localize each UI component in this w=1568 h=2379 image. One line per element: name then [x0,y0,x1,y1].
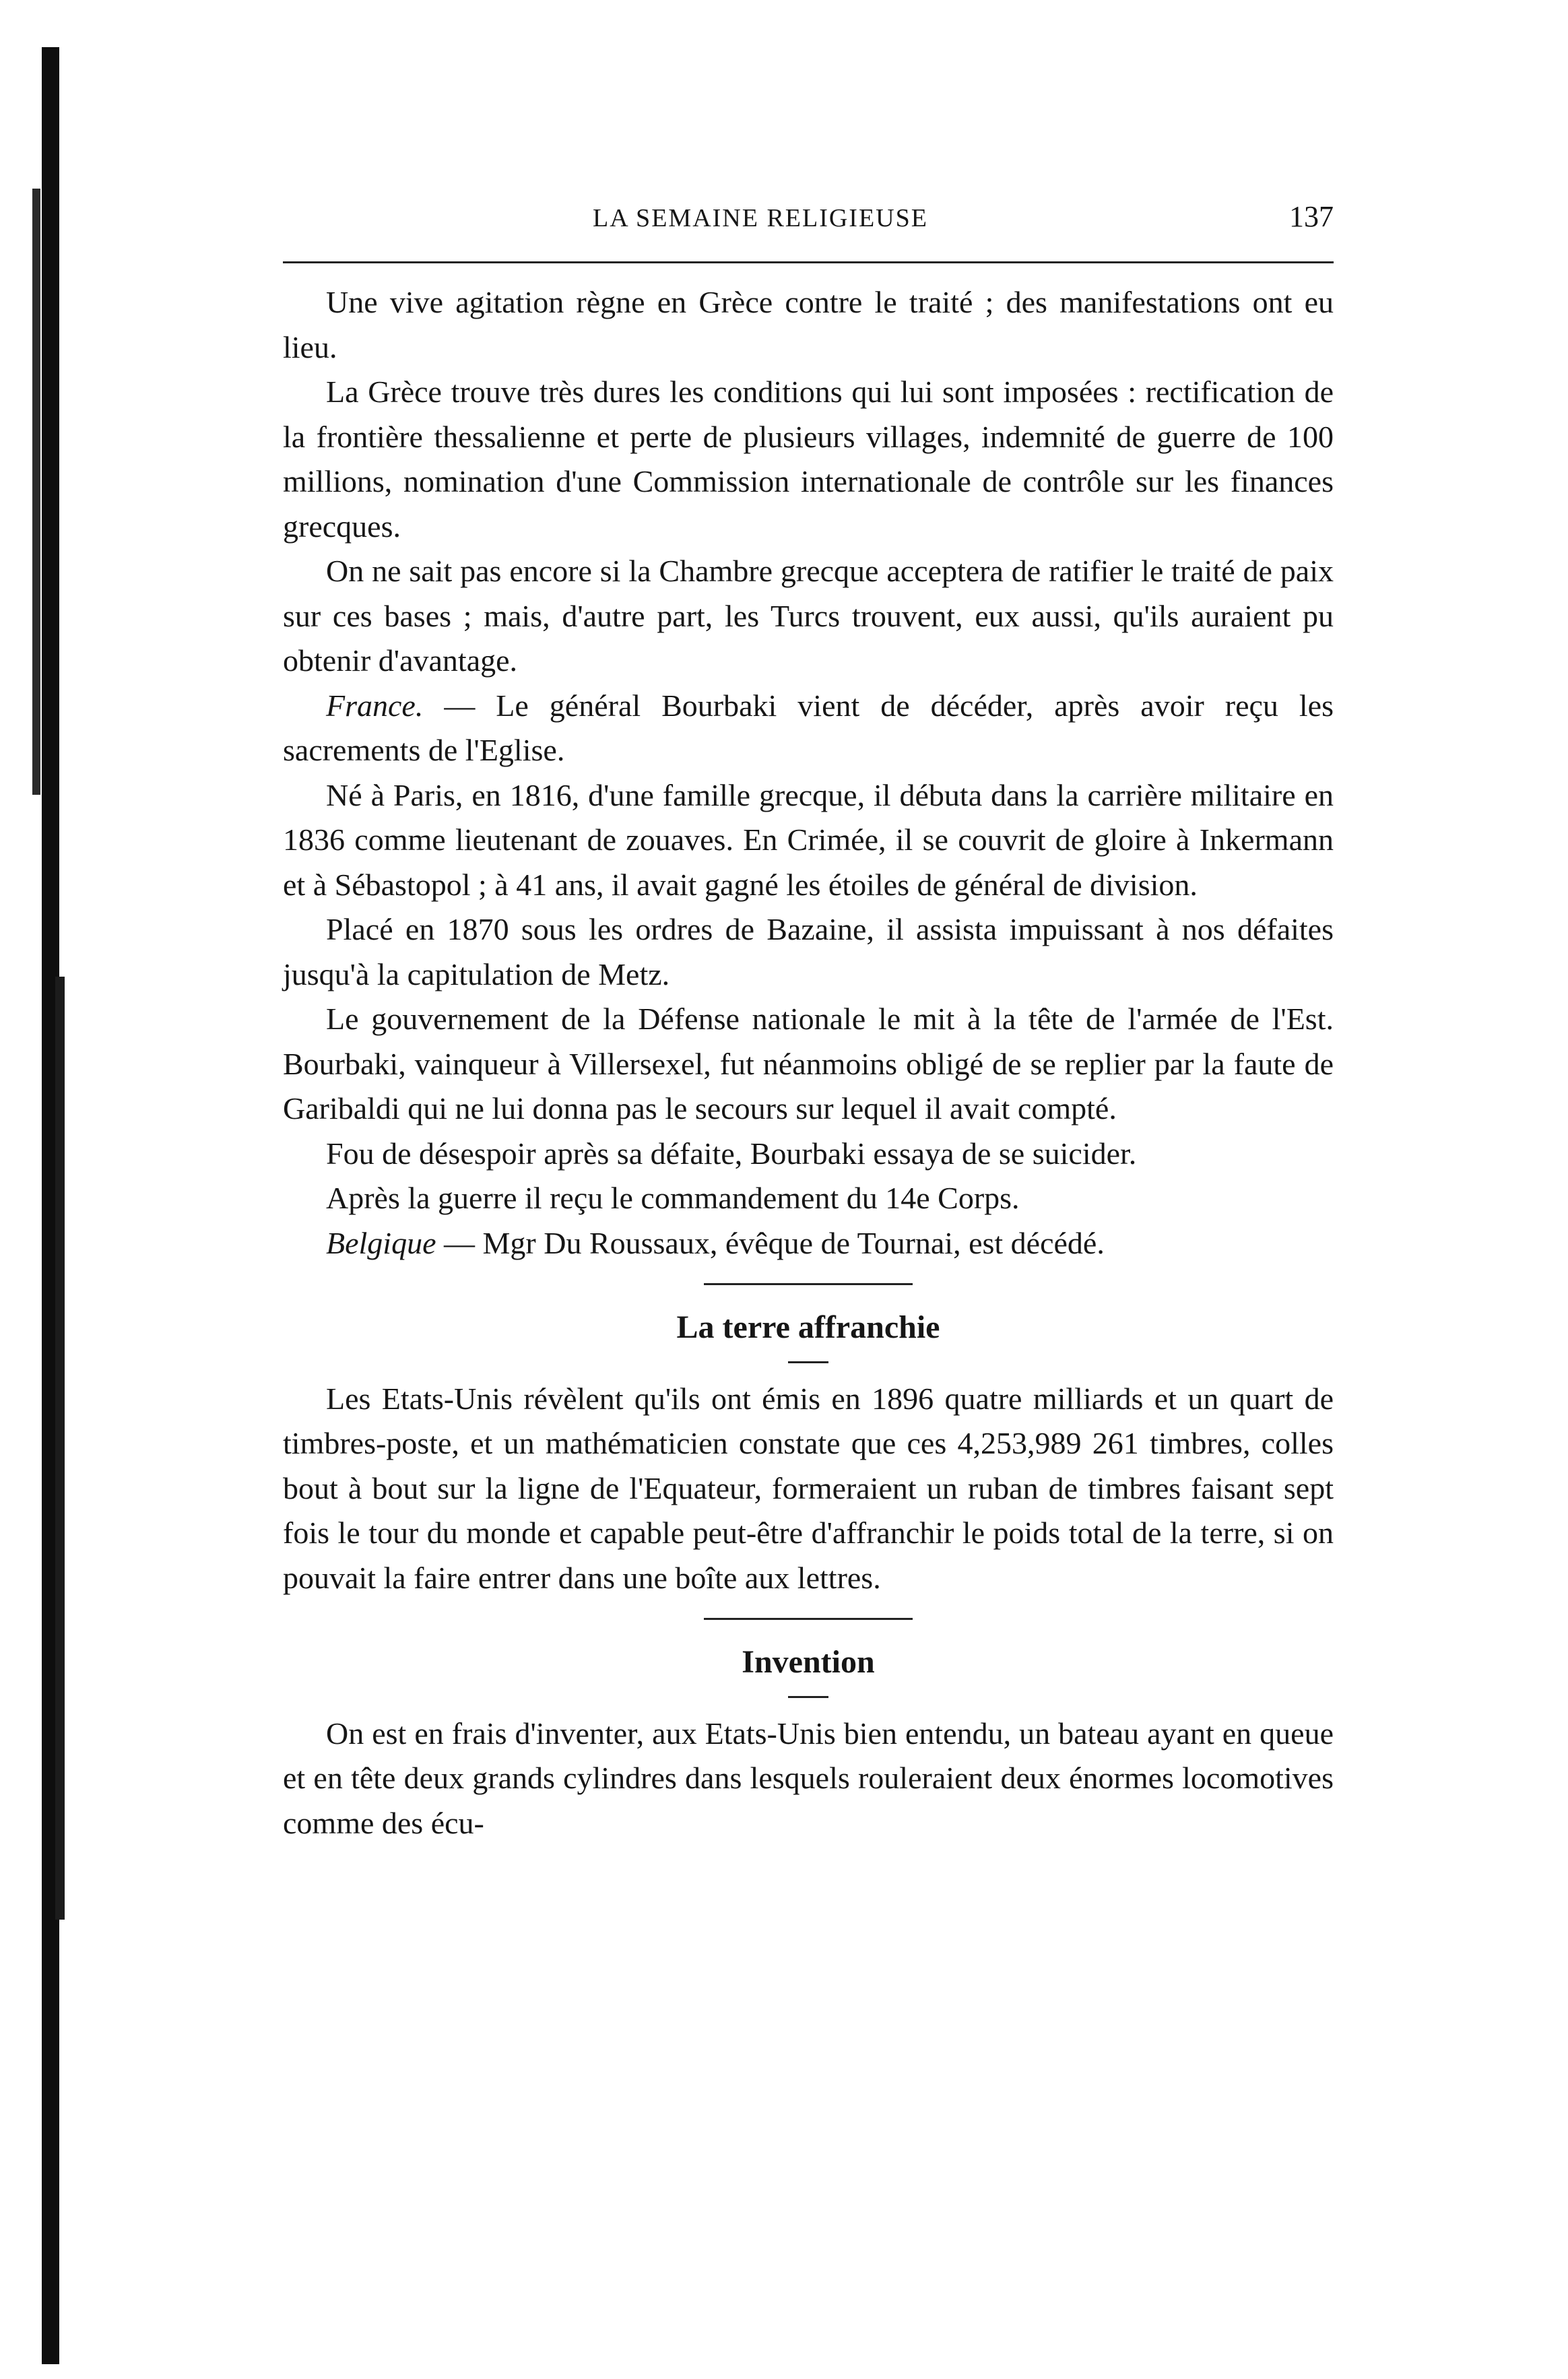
paragraph: Fou de désespoir après sa défaite, Bourbaki essaya de se suicider. [326,1136,1137,1171]
paragraph: La Grèce trouve très dures les conditions qui lui sont imposées : rectification de la frontière thessalienne et perte de plusieurs villages, indemnité de guerre de 100 millions, nomination d'une Commission internationale de contrôle sur les finances grecques. [283,374,1334,544]
page-number: 137 [1289,200,1334,233]
paragraph-terre-affranchie: Les Etats-Unis révèlent qu'ils ont émis en 1896 quatre milliards et un quart de timbres-poste, et un mathématicien constate que ces 4,253,989 261 timbres, colles bout à bout sur la ligne de l'Equateur, formeraient un ruban de timbres faisant sept fois le tour du monde et capable peut-être d'affranchir le poids total de la terre, si on pouvait la faire entrer dans une boîte aux lettres. [283,1381,1334,1595]
paragraph: Une vive agitation règne en Grèce contre le traité ; des manifestations ont eu lieu. [283,285,1334,364]
page-header [283,199,1334,240]
paragraph: Le gouvernement de la Défense nationale le mit à la tête de l'armée de l'Est. Bourbaki, vainqueur à Villersexel, fut néanmoins obligé de se replier par la faute de Garibaldi qui ne lui donna pas le secours sur lequel il avait compté. [283,1002,1334,1126]
title-dash [788,1696,828,1698]
body-text [283,280,1334,1846]
section-divider [704,1283,913,1285]
country-label: France. [326,688,424,723]
paragraph: Après la guerre il reçu le commandement du 14e Corps. [326,1181,1020,1215]
section-divider [704,1618,913,1620]
country-label: Belgique [326,1225,436,1260]
section-title-invention: Invention [742,1644,875,1680]
title-dash [788,1361,828,1363]
section-title-terre-affranchie: La terre affranchie [676,1309,940,1345]
paragraph-invention: On est en frais d'inventer, aux Etats-Unis bien entendu, un bateau ayant en queue et en tête deux grands cylindres dans lesquels rouleraient deux énormes locomotives comme des écu- [283,1716,1334,1840]
running-title: LA SEMAINE RELIGIEUSE [593,204,928,232]
header-rule [283,261,1334,263]
paragraph-belgique: Belgique — Mgr Du Roussaux, évêque de Tournai, est décédé. [326,1225,1105,1260]
paragraph: Placé en 1870 sous les ordres de Bazaine, il assista impuissant à nos défaites jusqu'à la capitulation de Metz. [283,912,1334,991]
paragraph-france: France. — Le général Bourbaki vient de décéder, après avoir reçu les sacrements de l'Eglise. [283,688,1334,767]
paragraph: On ne sait pas encore si la Chambre grecque acceptera de ratifier le traité de paix sur ces bases ; mais, d'autre part, les Turcs trouvent, eux aussi, qu'ils auraient pu obtenir d'avantage. [283,554,1334,678]
paragraph: Né à Paris, en 1816, d'une famille grecque, il débuta dans la carrière militaire en 1836 comme lieutenant de zouaves. En Crimée, il se couvrit de gloire à Inkermann et à Sébastopol ; à 41 ans, il avait gagné les étoiles de général de division. [283,777,1334,902]
binding-edge [42,47,59,2364]
